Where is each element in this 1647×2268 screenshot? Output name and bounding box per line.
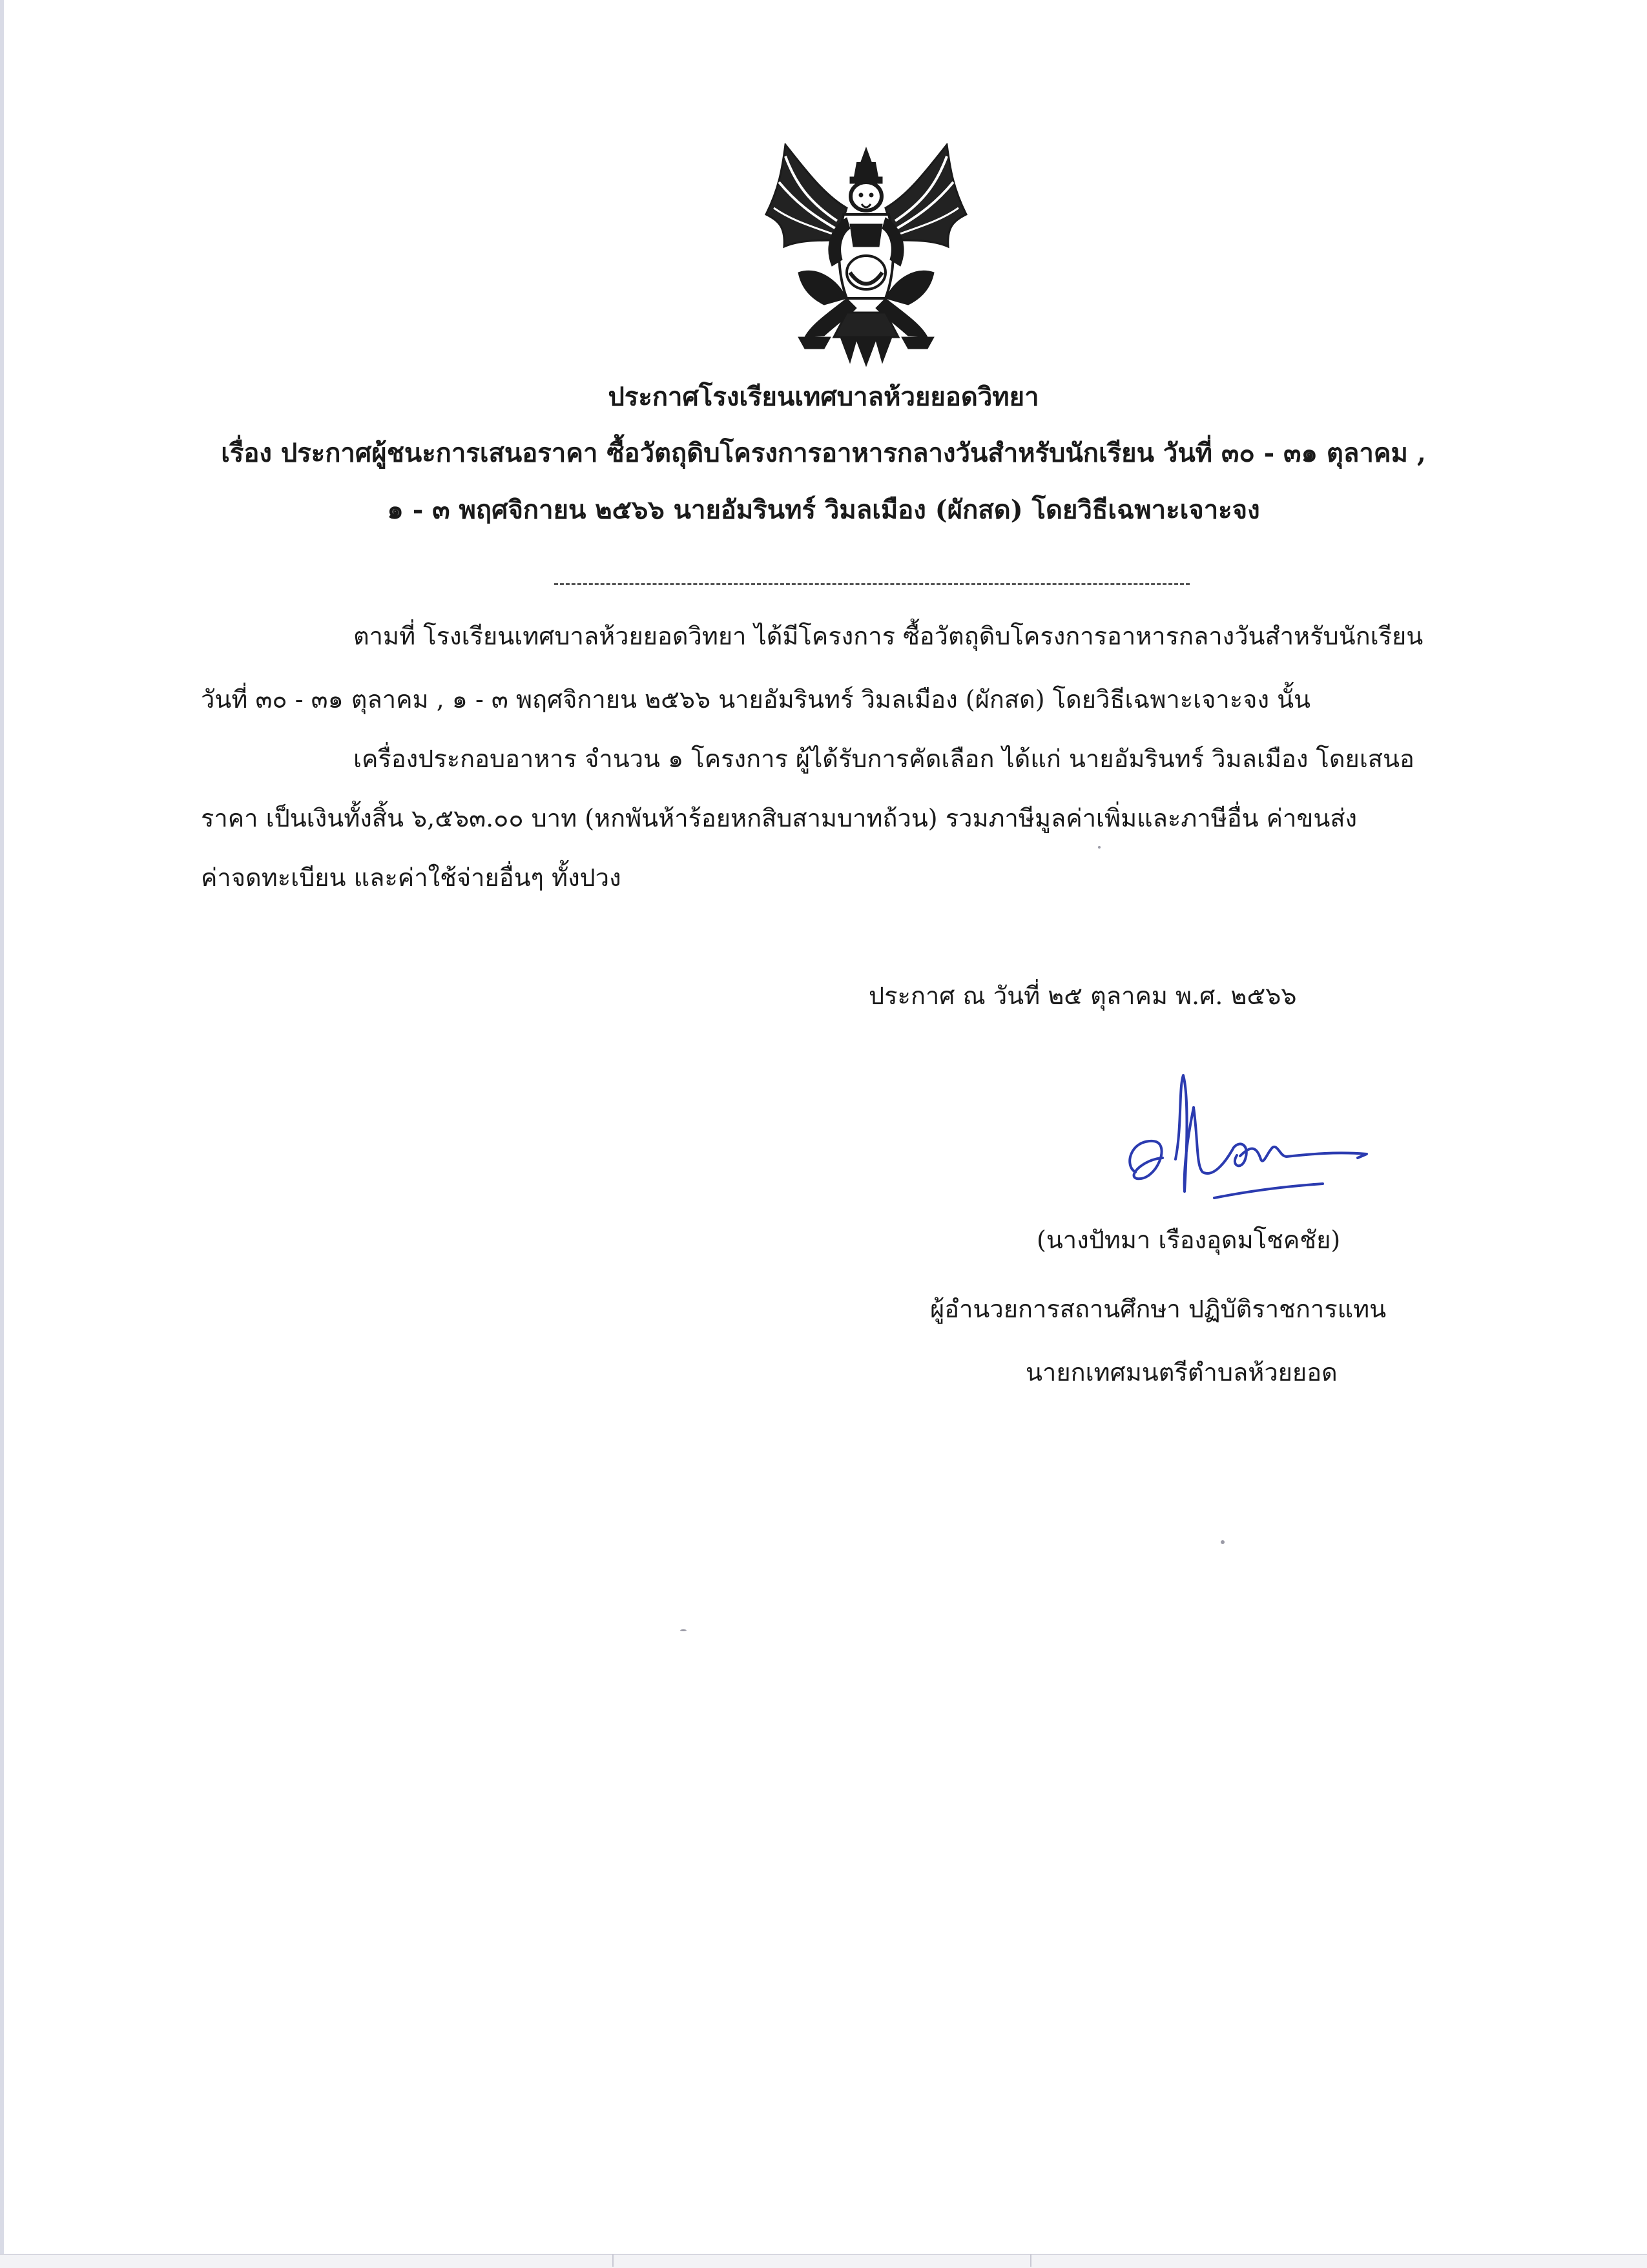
scan-speck — [680, 1629, 687, 1631]
signatory-position-2: นายกเทศมนตรีตำบลห้วยยอด — [1026, 1358, 1338, 1387]
scan-bottom-tick — [1030, 2254, 1031, 2267]
signatory-position-1: ผู้อำนวยการสถานศึกษา ปฏิบัติราชการแทน — [930, 1295, 1387, 1323]
announce-date: ประกาศ ณ วันที่ ๒๕ ตุลาคม พ.ศ. ๒๕๖๖ — [869, 982, 1297, 1010]
body-line-4: ราคา เป็นเงินทั้งสิ้น ๖,๕๖๓.๐๐ บาท (หกพันห้าร้อยหกสิบสามบาทถ้วน) รวมภาษีมูลค่าเพิ่มและภาษีอื่น ค่าขนส่ง — [201, 804, 1358, 832]
garuda-emblem-icon — [760, 143, 973, 367]
body-line-2: วันที่ ๓๐ - ๓๑ ตุลาคม , ๑ - ๓ พฤศจิกายน ๒๕๖๖ นายอัมรินทร์ วิมลเมือง (ผักสด) โดยวิธีเฉพาะเจาะจง นั้น — [201, 685, 1311, 714]
announcement-title: ประกาศโรงเรียนเทศบาลห้วยยอดวิทยา — [608, 382, 1039, 412]
scan-edge-line — [0, 0, 4, 2267]
body-line-1: ตามที่ โรงเรียนเทศบาลห้วยยอดวิทยา ได้มีโครงการ ซื้อวัตถุดิบโครงการอาหารกลางวันสำหรับนักเรียน — [353, 622, 1424, 650]
signatory-name: (นางปัทมา เรืองอุดมโชคชัย) — [1037, 1226, 1341, 1254]
scan-bottom-tick — [612, 2254, 614, 2267]
body-line-5: ค่าจดทะเบียน และค่าใช้จ่ายอื่นๆ ทั้งปวง — [201, 863, 621, 892]
scan-speck — [1221, 1540, 1225, 1544]
separator-rule — [554, 583, 1190, 585]
body-line-3: เครื่องประกอบอาหาร จำนวน ๑ โครงการ ผู้ได้รับการคัดเลือก ได้แก่ นายอัมรินทร์ วิมลเมือง โดยเสนอ — [353, 745, 1414, 773]
scan-speck — [1098, 846, 1101, 849]
announcement-subject-line-1: เรื่อง ประกาศผู้ชนะการเสนอราคา ซื้อวัตถุดิบโครงการอาหารกลางวันสำหรับนักเรียน วันที่ ๓๐ - ๓๑ ตุลาคม , — [221, 438, 1426, 468]
handwritten-signature — [1117, 1069, 1376, 1224]
announcement-subject-line-2: ๑ - ๓ พฤศจิกายน ๒๕๖๖ นายอัมรินทร์ วิมลเมือง (ผักสด) โดยวิธีเฉพาะเจาะจง — [387, 495, 1260, 525]
scan-bottom-strip — [0, 2254, 1647, 2268]
